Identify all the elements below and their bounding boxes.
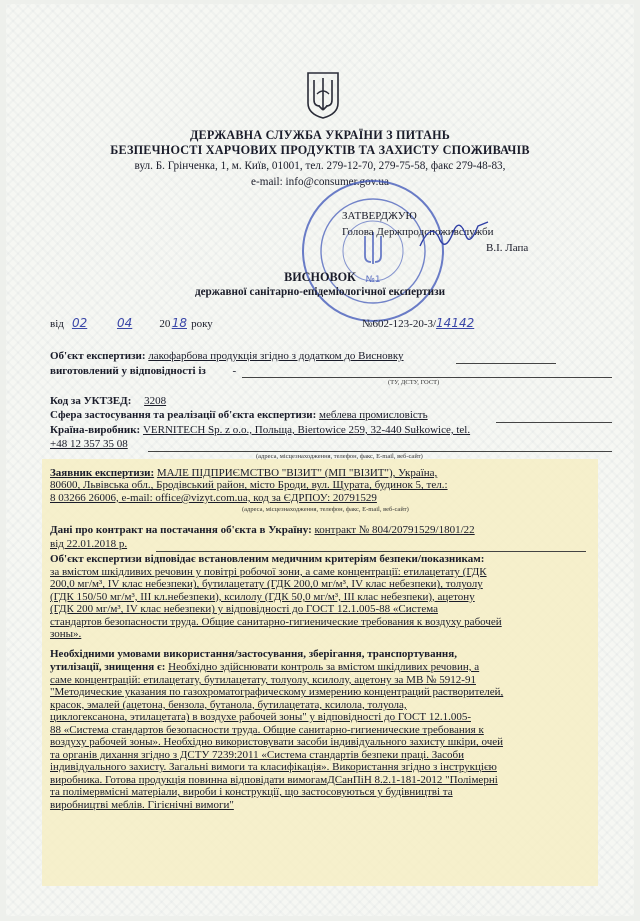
criteria-label: Об'єкт експертизи відповідає встановленим медичним критеріям безпеки/показникам: bbox=[50, 553, 485, 565]
approval-label: ЗАТВЕРДЖУЮ bbox=[342, 210, 417, 222]
conditions-line: красок, эмалей (ацетона, бензола, бутанола, бутилацетата, ксилола, толуола, bbox=[50, 698, 407, 711]
conditions-line: воздуху рабочей зоны». Необхідно використовувати засоби індивідуального захисту шкіри, очей bbox=[50, 736, 504, 749]
criteria-line: (ГДК 150/50 мг/м³, III кл.небезпеки), ксилолу (ГДК 50,0 мг/м³, III клас небезпеки), ацетону bbox=[50, 590, 475, 603]
signature-image bbox=[414, 216, 494, 256]
scope-value: меблева промисловість bbox=[319, 409, 428, 421]
svg-text:№1: №1 bbox=[365, 275, 381, 285]
document-number-handwritten: 14142 bbox=[436, 316, 475, 330]
document-title: ВИСНОВОК bbox=[284, 270, 356, 284]
criteria-line: стандартов безопасности труда. Общие санитарно-гигиенические требования к воздуху рабочей bbox=[50, 615, 502, 628]
conditions-line: та органів дихання згідно з ДСТУ 7239:2011 «Система стандартів безпеки праці. Засоби bbox=[50, 748, 464, 761]
manufacturer-phone: +48 12 357 35 08 bbox=[50, 438, 128, 450]
ukt-line: Код за УКТЗЕД: 3208 bbox=[50, 395, 167, 407]
conditions-line: 88 «Система стандартов безопасности труда. Общие санитарно-гигиенические требования к bbox=[50, 723, 484, 736]
date-year: 18 bbox=[171, 316, 187, 330]
contract-value: контракт № 804/20791529/1801/22 bbox=[314, 524, 475, 536]
conditions-line: циклогексанона, этилацетата) в воздухе рабочей зоны" у відповідності до ГОСТ 12.1.005- bbox=[50, 711, 471, 724]
made-per-underline bbox=[242, 377, 612, 378]
agency-email: e-mail: info@consumer.gov.ua bbox=[251, 176, 389, 188]
criteria-line: за вмістом шкідливих речовин у повітрі робочої зони, а саме концентрації: етилацетату (ГДК bbox=[50, 566, 487, 578]
conditions-label: Необхідними умовами використання/застосування, зберігання, транспортування, bbox=[50, 648, 457, 660]
conditions-first-line: утилізації, знищення є: Необхідно здійснювати контроль за вмістом шкідливих речовин, а bbox=[50, 661, 480, 673]
ukt-value: 3208 bbox=[144, 395, 167, 407]
conditions-line: та полімервмісні матеріали, вироби і конструкції, що застосовуються у будівництві та bbox=[50, 786, 453, 799]
manufacturer-caption: (адреса, місцезнаходження, телефон, факс, E-mail, веб-сайт) bbox=[256, 453, 423, 460]
date-month: 04 bbox=[116, 316, 133, 330]
manufacturer-value: VERNITECH Sp. z o.o., Польща, Biertowice 259, 32-440 Sułkowice, tel. bbox=[142, 424, 471, 436]
conditions-line: індивідуального захисту. Загальні вимоги та класифікація». Використання згідно з інструкцією bbox=[50, 761, 497, 774]
applicant-caption: (адреса, місцезнаходження, телефон, факс, E-mail, веб-сайт) bbox=[242, 506, 409, 513]
scope-line: Сфера застосування та реалізації об'єкта експертизи: меблева промисловість bbox=[50, 409, 428, 421]
conditions-text bbox=[50, 674, 584, 811]
document-page bbox=[6, 4, 634, 916]
conditions-line: саме концентрацій: етилацетату, бутилацетату, толуолу, ксилолу, ацетону за МВ № 5912-91 bbox=[50, 674, 476, 686]
object-underline bbox=[456, 363, 556, 364]
scope-underline bbox=[496, 422, 612, 423]
approval-name: В.І. Лапа bbox=[486, 242, 529, 254]
contract-date: від 22.01.2018 р. bbox=[50, 538, 128, 550]
conditions-line: "Методические указания по газохроматографическому измерению концентраций растворителей, bbox=[50, 686, 504, 699]
manufacturer-underline bbox=[148, 451, 612, 452]
criteria-line: 200,0 мг/м³, IV клас небезпеки), бутилацетату (ГДК 200,0 мг/м³, IV клас небезпеки), толуолу bbox=[50, 578, 483, 591]
made-per-caption: (ТУ, ДСТУ, ГОСТ) bbox=[388, 379, 440, 386]
document-number: №602-123-20-3/14142 bbox=[362, 316, 494, 330]
conditions-line: виробника. Готова продукція повинна відповідати вимогамДСанПіН 8.2.1-181-2012 "Полімерні bbox=[50, 773, 498, 786]
date-line: від 02 04 2018 року bbox=[50, 316, 213, 330]
agency-address: вул. Б. Грінченка, 1, м. Київ, 01001, тел. 279-12-70, 279-75-58, факс 279-48-83, bbox=[134, 160, 506, 172]
manufacturer-line: Країна-виробник: VERNITECH Sp. z o.o., Польща, Biertowice 259, 32-440 Sułkowice, tel. bbox=[50, 424, 471, 436]
made-per-line: виготовлений у відповідності із - bbox=[50, 365, 237, 377]
object-value: лакофарбова продукція згідно з додатком до Висновку bbox=[148, 350, 404, 362]
criteria-line: (ГДК 200 мг/м³, IV клас небезпеки) у відповідності до ГОСТ 12.1.005-88 «Система bbox=[50, 603, 438, 616]
conditions-line: виробництві меблів. Гігієнічні вимоги" bbox=[50, 798, 234, 811]
criteria-line: зоны». bbox=[50, 628, 82, 641]
applicant-block: Заявник експертизи: МАЛЕ ПІДПРИЄМСТВО "ВІЗИТ" (МП "ВІЗИТ"), Україна, 80600, Львівська обл., Бродівський район, місто Броди, вул. Щурата, будинок 5, тел.: 8 03266 26006, e-mail: office@vizyt.com.ua, код за ЄДРПОУ: 20791529 bbox=[50, 467, 448, 504]
approval-position: Голова Держпродспоживслужби bbox=[342, 226, 494, 238]
contract-underline bbox=[156, 551, 586, 552]
document-subtitle: державної санітарно-епідеміологічної експертизи bbox=[194, 286, 446, 298]
contract-line: Дані про контракт на постачання об'єкта в Україну: контракт № 804/20791529/1801/22 bbox=[50, 524, 475, 536]
agency-name-line2: БЕЗПЕЧНОСТІ ХАРЧОВИХ ПРОДУКТІВ ТА ЗАХИСТУ СПОЖИВАЧІВ bbox=[110, 143, 530, 157]
date-day: 02 bbox=[71, 316, 88, 330]
criteria-text bbox=[50, 566, 584, 641]
agency-name-line1: ДЕРЖАВНА СЛУЖБА УКРАЇНИ З ПИТАНЬ bbox=[189, 128, 451, 142]
trident-icon bbox=[305, 70, 341, 120]
object-line: Об'єкт експертизи: лакофарбова продукція згідно з додатком до Висновку bbox=[50, 350, 404, 362]
